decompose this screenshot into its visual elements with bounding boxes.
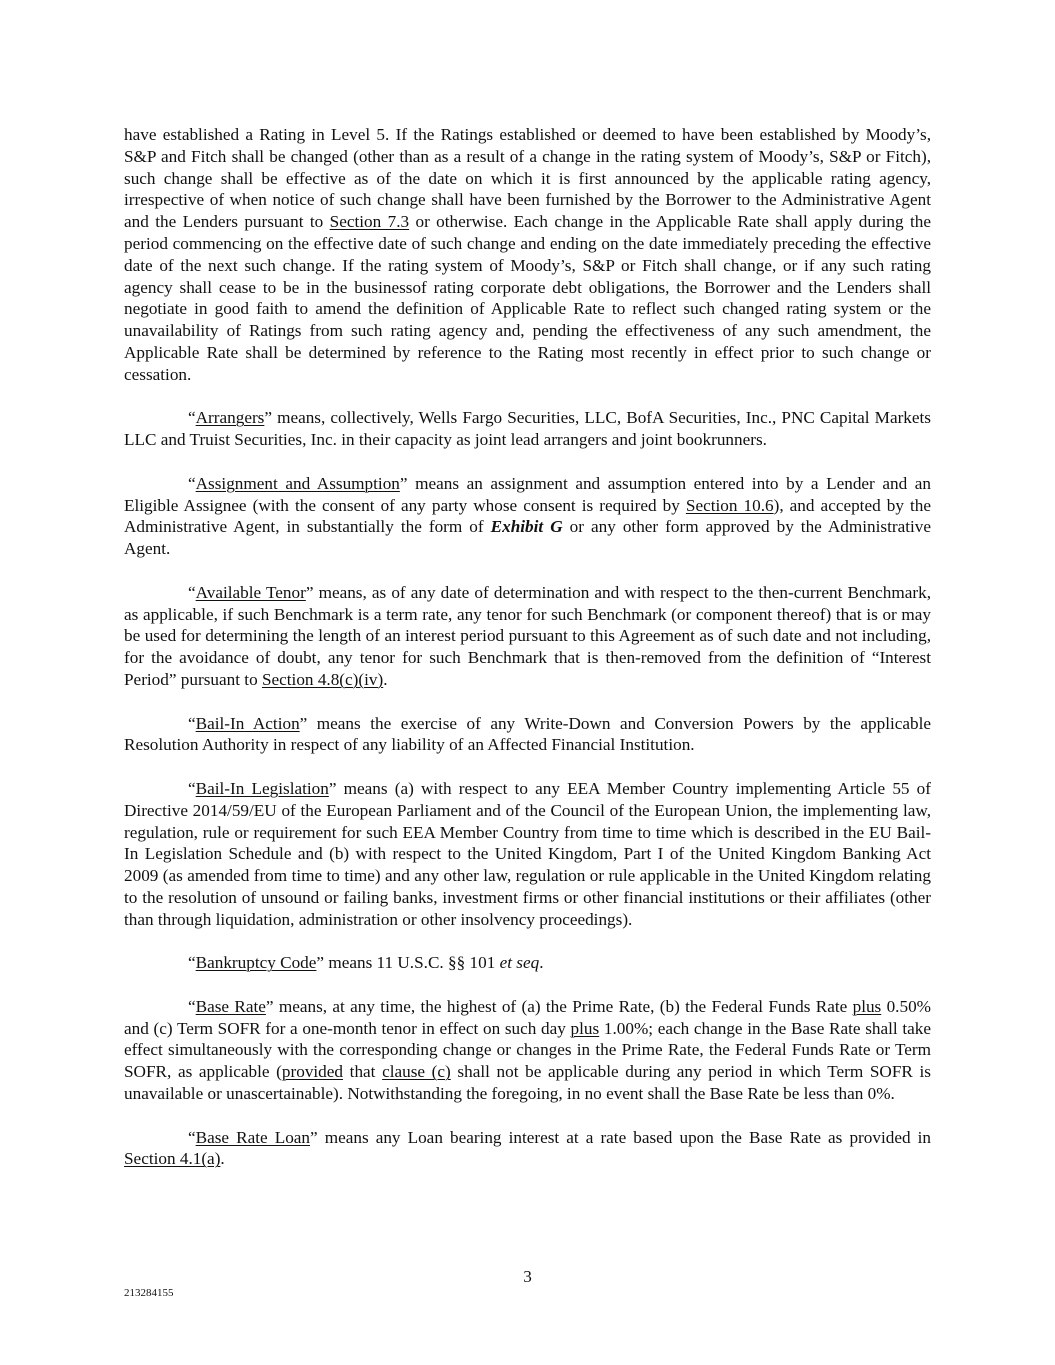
definition-text: ” means 11 U.S.C. §§ 101	[316, 953, 500, 973]
defined-term: Assignment and Assumption	[195, 473, 400, 493]
defined-term: Base Rate	[195, 996, 266, 1016]
plus-word: plus	[570, 1018, 600, 1038]
definition-text: 1.00%; each change in the Base Rate shall take effect simultaneously with the corresponding change or changes in the Prime Rate, the Federal Funds Rate or Term SOFR, as applicable (	[124, 1018, 931, 1082]
section-reference: Section 10.6	[685, 495, 774, 515]
definition-base-rate	[124, 996, 931, 1105]
page-number: 3	[523, 1267, 532, 1286]
definition-arrangers	[124, 407, 931, 451]
definition-bankruptcy-code	[124, 952, 931, 974]
open-quote: “	[188, 778, 196, 798]
definition-text: ” means (a) with respect to any EEA Member Country implementing Article 55 of Directive 2014/59/EU of the European Parliament and of the Council of the European Union, the implementing law, regulation, rule or requirement for such EEA Member Country from time to time which is described in the EU Bail-In Legislation Schedule and (b) with respect to the United Kingdom, Part I of the United Kingdom Banking Act 2009 (as amended from time to time) and any other law, regulation or rule applicable in the United Kingdom relating to the resolution of unsound or failing banks, investment firms or other financial institutions or their affiliates (other than through liquidation, administration or other insolvency proceedings).	[124, 778, 932, 929]
definition-text: ” means, collectively, Wells Fargo Securities, LLC, BofA Securities, Inc., PNC Capital Markets LLC and Truist Securities, Inc. in their capacity as joint lead arrangers and joint bookrunners.	[124, 408, 931, 450]
exhibit-reference: Exhibit G	[490, 517, 563, 537]
definition-text: ” means, at any time, the highest of (a) the Prime Rate, (b) the Federal Funds Rate	[265, 996, 853, 1016]
text: or otherwise. Each change in the Applicable Rate shall apply during the period commencing on the effective date of such change and ending on the date immediately preceding the effective date of the next such change. If the rating system of Moody’s, S&P or Fitch shall change, or if any such rating agency shall cease to be in the businessof rating corporate debt obligations, the Borrower and the Lenders shall negotiate in good faith to amend the definition of Applicable Rate to reflect such changed rating system or the unavailability of Ratings from such rating agency and, pending the effectiveness of any such amendment, the Applicable Rate shall be determined by reference to the Rating most recently in effect prior to such change or cessation.	[124, 212, 931, 384]
defined-term: Arrangers	[195, 408, 265, 428]
open-quote: “	[188, 1127, 196, 1147]
definition-text: shall not be applicable during any period in which Term SOFR is unavailable or unascertainable). Notwithstanding the foregoing, in no event shall the Base Rate be less than 0%.	[124, 1062, 931, 1104]
section-reference: Section 4.8(c)(iv)	[261, 669, 384, 689]
section-reference: Section 4.1(a)	[124, 1149, 221, 1169]
definition-text: ” means, as of any date of determination and with respect to the then-current Benchmark, as applicable, if such Benchmark is a term rate, any tenor for such Benchmark (or component thereof) that is or may be used for determining the length of an interest period pursuant to this Agreement as of such date and not including, for the avoidance of doubt, any tenor for such Benchmark that is then-removed from the definition of “Interest Period” pursuant to	[124, 582, 932, 689]
open-quote: “	[188, 953, 196, 973]
definition-bail-in-legislation	[124, 778, 931, 931]
defined-term: Bail-In Action	[195, 713, 300, 733]
open-quote: “	[188, 473, 196, 493]
definition-text: or any other form approved by the Administrative Agent.	[124, 517, 931, 559]
definition-text: that	[343, 1062, 383, 1082]
definition-text: ” means the exercise of any Write-Down and Conversion Powers by the applicable Resolution Authority in respect of any liability of an Affected Financial Institution.	[124, 713, 932, 755]
definition-base-rate-loan	[124, 1127, 931, 1171]
definition-available-tenor	[124, 582, 931, 691]
defined-term: Base Rate Loan	[195, 1127, 311, 1147]
definition-text: ” means an assignment and assumption entered into by a Lender and an Eligible Assignee (with the consent of any party whose consent is required by	[124, 473, 931, 515]
defined-term: Bail-In Legislation	[195, 778, 329, 798]
definition-bail-in-action	[124, 713, 931, 757]
open-quote: “	[188, 408, 196, 428]
definition-text: 0.50% and (c) Term SOFR for a one-month tenor in effect on such day	[124, 996, 931, 1038]
document-body	[124, 124, 931, 1192]
definition-text: ), and accepted by the Administrative Agent, in substantially the form of	[124, 495, 931, 537]
open-quote: “	[188, 996, 196, 1016]
definition-text: .	[220, 1149, 225, 1169]
defined-term: Available Tenor	[195, 582, 306, 602]
provided-word: provided	[281, 1062, 344, 1082]
definition-text: .	[383, 669, 388, 689]
open-quote: “	[188, 713, 196, 733]
defined-term: Bankruptcy Code	[195, 953, 317, 973]
clause-reference: clause (c)	[382, 1062, 451, 1082]
open-quote: “	[188, 582, 196, 602]
definition-assignment-and-assumption	[124, 473, 931, 560]
latin-phrase: et seq	[499, 953, 540, 973]
paragraph-rating-continuation	[124, 124, 931, 386]
section-reference: Section 7.3	[329, 212, 410, 232]
definition-text: .	[539, 953, 544, 973]
plus-word: plus	[852, 996, 882, 1016]
definition-text: ” means any Loan bearing interest at a rate based upon the Base Rate as provided in	[310, 1127, 931, 1147]
document-id: 213284155	[124, 1287, 174, 1299]
text: have established a Rating in Level 5. If the Ratings established or deemed to have been established by Moody’s, S&P and Fitch shall be changed (other than as a result of a change in the rating system of Moody’s, S&P or Fitch), such change shall be effective as of the date on which it is first announced by the applicable rating agency, irrespective of when notice of such change shall have been furnished by the Borrower to the Administrative Agent and the Lenders pursuant to	[124, 125, 931, 232]
